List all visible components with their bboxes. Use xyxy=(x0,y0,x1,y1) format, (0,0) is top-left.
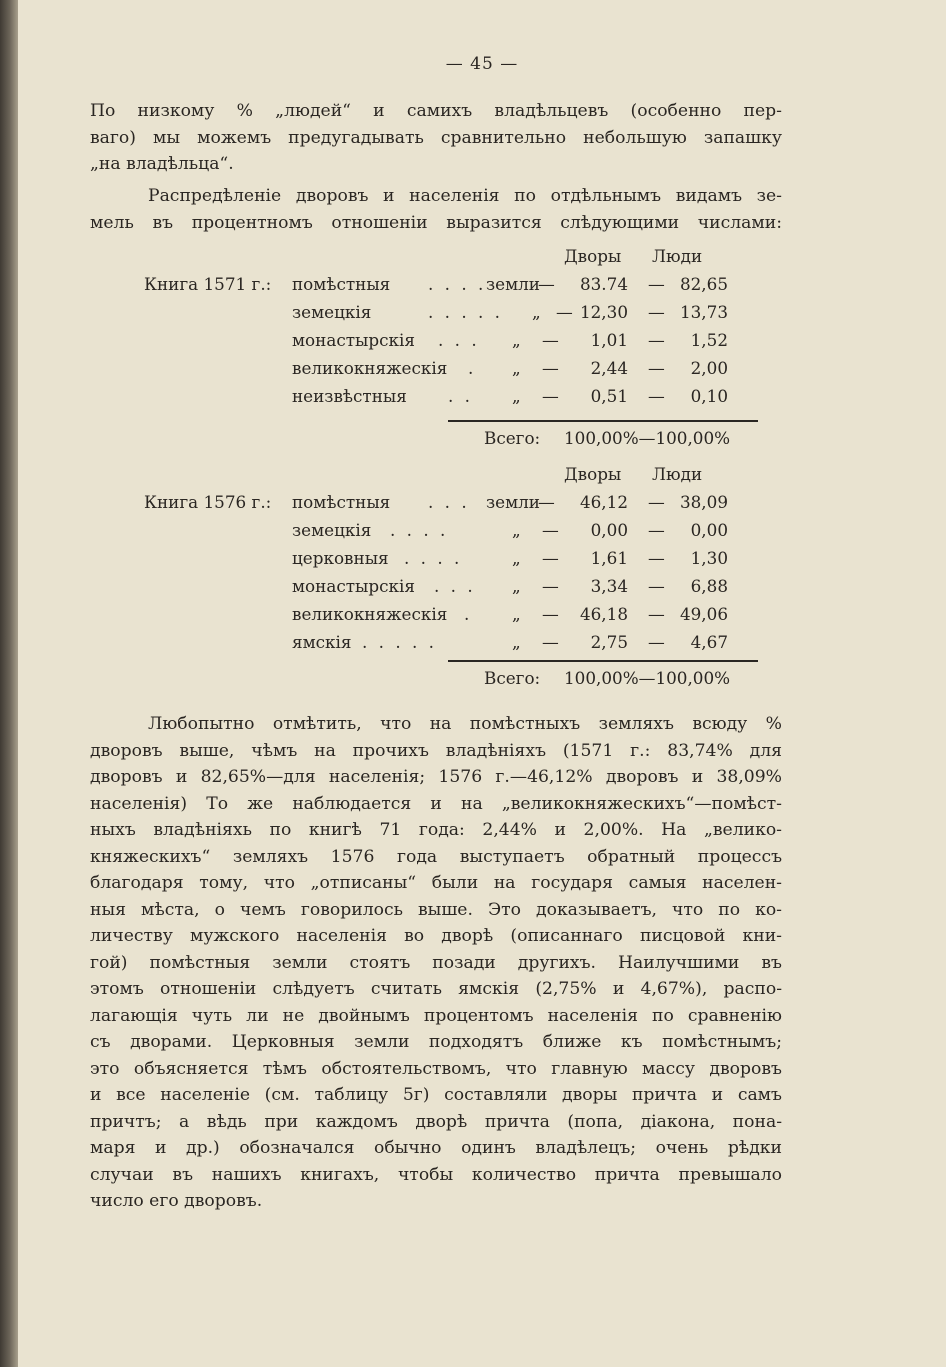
text-line: дворовъ выше, чѣмъ на прочихъ владѣніяхъ (1571 г.: 83,74% для xyxy=(90,740,782,761)
dvory-value: 83.74 xyxy=(579,274,628,294)
text-line: ныя мѣста, о чемъ говорилось выше. Это доказываетъ, что по ко- xyxy=(90,899,782,920)
category: монастырскія xyxy=(292,330,415,350)
lyudi-value: 1,52 xyxy=(690,330,728,350)
ditto-mark: „ xyxy=(512,632,521,652)
category: великокняжескія xyxy=(292,604,448,624)
table-row xyxy=(18,520,946,548)
leader-dots: . . . . xyxy=(390,520,449,540)
dash: — xyxy=(538,274,555,294)
leader-dots: . . . . xyxy=(428,274,487,294)
category: земецкія xyxy=(292,520,372,540)
total-rule xyxy=(448,420,758,422)
dash: — xyxy=(542,604,559,624)
table-row xyxy=(18,632,946,660)
table-row xyxy=(18,492,946,520)
ditto-mark: „ xyxy=(512,604,521,624)
text-line: Любопытно отмѣтить, что на помѣстныхъ земляхъ всюду % xyxy=(148,714,782,734)
table-row xyxy=(18,386,946,414)
dvory-value: 0,51 xyxy=(590,386,628,406)
dvory-value: 0,00 xyxy=(590,520,628,540)
text-line: „на владѣльца“. xyxy=(90,154,234,174)
text-line: съ дворами. Церковныя земли подходятъ ближе къ помѣстнымъ; xyxy=(90,1032,782,1052)
paragraph-3 xyxy=(90,711,782,1215)
text-line: благодаря тому, что „отписаны“ были на государя самыя населен- xyxy=(90,873,782,893)
dvory-value: 2,75 xyxy=(590,632,628,652)
table-row xyxy=(18,604,946,632)
ditto-mark: „ xyxy=(512,520,521,540)
lyudi-value: 1,30 xyxy=(690,548,728,568)
leader-dots: . . . xyxy=(428,492,470,512)
dash: — xyxy=(542,358,559,378)
paragraph-1 xyxy=(90,98,782,178)
lyudi-value: 38,09 xyxy=(679,492,728,512)
text-line: Распредѣленіе дворовъ и населенія по отдѣльнымъ видамъ зе- xyxy=(148,186,782,206)
dash: — xyxy=(648,358,665,378)
lyudi-value: 0,10 xyxy=(690,386,728,406)
book-label: Книга 1571 г.: xyxy=(144,274,272,294)
dvory-value: 46,18 xyxy=(579,604,628,624)
lyudi-value: 0,00 xyxy=(690,520,728,540)
text-line: ваго) мы можемъ предугадывать сравнительно небольшую запашку xyxy=(90,127,782,148)
header-dvory: Дворы xyxy=(564,246,622,266)
dash: — xyxy=(542,386,559,406)
text-line: маря и др.) обозначался обычно одинъ владѣлецъ; очень рѣдки xyxy=(90,1138,782,1158)
dash: — xyxy=(648,520,665,540)
dvory-value: 3,34 xyxy=(590,576,628,596)
ditto-mark: „ xyxy=(532,302,541,322)
total-value: 100,00%—100,00% xyxy=(564,428,731,448)
header-lyudi: Люди xyxy=(652,464,703,484)
dvory-value: 1,01 xyxy=(590,330,628,350)
leader-dots: . xyxy=(468,358,477,378)
dvory-value: 2,44 xyxy=(590,358,628,378)
zemli: земли xyxy=(486,492,540,512)
lyudi-value: 4,67 xyxy=(690,632,728,652)
table-header xyxy=(18,246,946,274)
lyudi-value: 82,65 xyxy=(679,274,728,294)
dvory-value: 1,61 xyxy=(590,548,628,568)
table-total xyxy=(18,668,946,696)
text-line: дворовъ и 82,65%—для населенія; 1576 г.—46,12% дворовъ и 38,09% xyxy=(90,767,782,787)
table-row xyxy=(18,548,946,576)
table-row xyxy=(18,302,946,330)
text-line: населенія) То же наблюдается и на „великокняжескихъ“—помѣст- xyxy=(90,793,782,814)
leader-dots: . . . . . xyxy=(428,302,504,322)
category: монастырскія xyxy=(292,576,415,596)
text-line: этомъ отношеніи слѣдуетъ считать ямскія (2,75% и 4,67%), распо- xyxy=(90,979,782,999)
lyudi-value: 13,73 xyxy=(679,302,728,322)
category: великокняжескія xyxy=(292,358,448,378)
category: помѣстныя xyxy=(292,492,391,512)
book-page xyxy=(18,0,946,1367)
table-row xyxy=(18,274,946,302)
dash: — xyxy=(648,274,665,294)
total-label: Всего: xyxy=(484,668,541,688)
text-line: случаи въ нашихъ книгахъ, чтобы количество причта превышало xyxy=(90,1164,782,1185)
book-spine xyxy=(0,0,18,1367)
header-lyudi: Люди xyxy=(652,246,703,266)
dash: — xyxy=(542,576,559,596)
table-row xyxy=(18,330,946,358)
ditto-mark: „ xyxy=(512,576,521,596)
text-line: это объясняется тѣмъ обстоятельствомъ, что главную массу дворовъ xyxy=(90,1058,782,1079)
table-total xyxy=(18,428,946,456)
leader-dots: . xyxy=(464,604,473,624)
lyudi-value: 49,06 xyxy=(679,604,728,624)
text-line: княжескихъ“ земляхъ 1576 года выступаетъ обратный процессъ xyxy=(90,846,782,867)
page-number: — 45 — xyxy=(445,54,519,74)
category: земецкія xyxy=(292,302,372,322)
total-rule xyxy=(448,660,758,662)
dash: — xyxy=(556,302,573,322)
dash: — xyxy=(648,330,665,350)
lyudi-value: 2,00 xyxy=(690,358,728,378)
dash: — xyxy=(648,632,665,652)
dash: — xyxy=(542,548,559,568)
dash: — xyxy=(542,330,559,350)
total-value: 100,00%—100,00% xyxy=(564,668,731,688)
category: помѣстныя xyxy=(292,274,391,294)
paragraph-2 xyxy=(90,183,782,236)
dash: — xyxy=(542,520,559,540)
text-line: По низкому % „людей“ и самихъ владѣльцевъ (особенно пер- xyxy=(90,101,782,121)
dash: — xyxy=(648,548,665,568)
category: церковныя xyxy=(292,548,389,568)
table-row xyxy=(18,576,946,604)
dvory-value: 12,30 xyxy=(579,302,628,322)
dash: — xyxy=(648,492,665,512)
table-header xyxy=(18,464,946,492)
table-row xyxy=(18,358,946,386)
text-line: ныхъ владѣніяхь по книгѣ 71 года: 2,44% и 2,00%. На „велико- xyxy=(90,820,782,840)
text-line: причтъ; а вѣдь при каждомъ дворѣ причта (попа, діакона, пона- xyxy=(90,1111,782,1132)
category: неизвѣстныя xyxy=(292,386,407,406)
header-dvory: Дворы xyxy=(564,464,622,484)
ditto-mark: „ xyxy=(512,386,521,406)
lyudi-value: 6,88 xyxy=(690,576,728,596)
text-line: и все населеніе (см. таблицу 5г) составляли дворы причта и самъ xyxy=(90,1085,782,1105)
total-label: Всего: xyxy=(484,428,541,448)
leader-dots: . . xyxy=(448,386,474,406)
dvory-value: 46,12 xyxy=(579,492,628,512)
leader-dots: . . . . . xyxy=(362,632,438,652)
dash: — xyxy=(648,386,665,406)
dash: — xyxy=(648,302,665,322)
zemli: земли xyxy=(486,274,540,294)
dash: — xyxy=(648,604,665,624)
book-label: Книга 1576 г.: xyxy=(144,492,272,512)
leader-dots: . . . xyxy=(434,576,476,596)
text-line: гой) помѣстныя земли стоятъ позади другихъ. Наилучшими въ xyxy=(90,952,782,973)
leader-dots: . . . . xyxy=(404,548,463,568)
dash: — xyxy=(542,632,559,652)
text-line: мель въ процентномъ отношеніи выразится слѣдующими числами: xyxy=(90,212,782,233)
dash: — xyxy=(648,576,665,596)
ditto-mark: „ xyxy=(512,548,521,568)
leader-dots: . . . xyxy=(438,330,480,350)
category: ямскія xyxy=(292,632,352,652)
text-line: число его дворовъ. xyxy=(90,1191,263,1211)
text-line: личеству мужского населенія во дворѣ (описаннаго писцовой кни- xyxy=(90,926,782,946)
ditto-mark: „ xyxy=(512,330,521,350)
ditto-mark: „ xyxy=(512,358,521,378)
dash: — xyxy=(538,492,555,512)
text-line: лагающія чуть ли не двойнымъ процентомъ населенія по сравненію xyxy=(90,1005,782,1026)
